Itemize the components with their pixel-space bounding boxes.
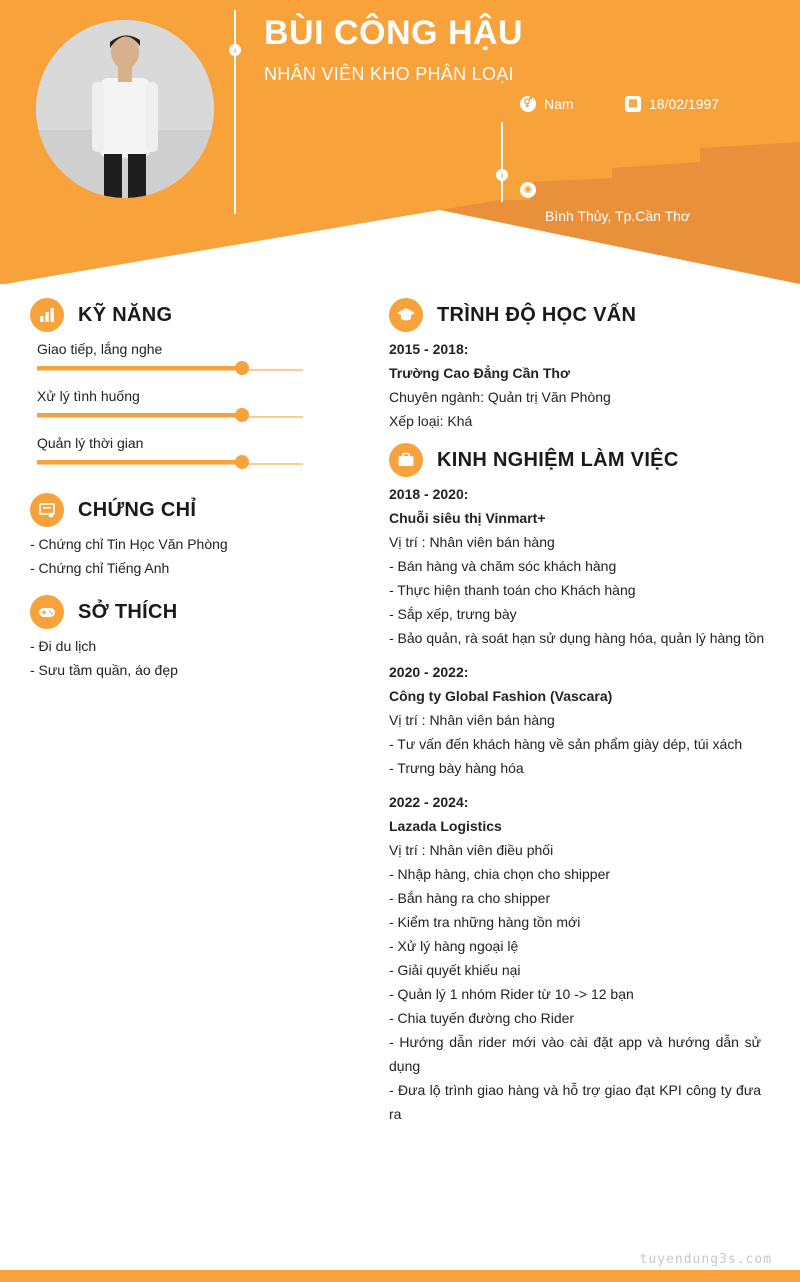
bar-chart-icon [30,298,64,332]
hobby-item: - Đi du lịch [30,638,97,654]
education-title: TRÌNH ĐỘ HỌC VẤN [437,303,637,326]
skills-heading [30,298,172,332]
birthdate-info [625,96,719,112]
skill-item [37,341,303,371]
job-line: - Hướng dẫn rider mới vào cài đặt app và hướng dẫn sử dụng [389,1034,761,1074]
address-info [545,208,690,224]
job-line: - Nhập hàng, chia chọn cho shipper [389,866,611,882]
job-period: 2020 - 2022: [389,664,469,680]
job-line: - Chia tuyến đường cho Rider [389,1010,575,1026]
job-line: - Sắp xếp, trưng bày [389,606,517,622]
footer-bar [0,1270,800,1282]
job-line: Vị trí : Nhân viên bán hàng [389,712,555,728]
profile-photo [36,20,214,198]
job-company: Chuỗi siêu thị Vinmart+ [389,510,546,526]
watermark: tuyendung3s.com [639,1252,772,1267]
gender-info [520,96,574,112]
job-company: Lazada Logistics [389,818,502,834]
education-heading [389,298,636,332]
education-grade: Xếp loại: Khá [389,413,473,429]
education-period: 2015 - 2018: [389,341,469,357]
job-line: - Kiểm tra những hàng tồn mới [389,914,581,930]
job-period: 2022 - 2024: [389,794,469,810]
skill-fill [37,413,242,417]
calendar-icon: ▦ [625,96,641,112]
experience-title: KINH NGHIỆM LÀM VIỆC [437,448,679,471]
hobbies-heading [30,595,177,629]
candidate-name: BÙI CÔNG HẬU [264,14,524,52]
skill-item [37,435,303,465]
job-period: 2018 - 2020: [389,486,469,502]
skill-label: Giao tiếp, lắng nghe [37,341,163,357]
skill-knob [235,361,249,375]
job-line: - Đưa lộ trình giao hàng và hỗ trợ giao đạt KPI công ty đưa ra [389,1082,761,1122]
experience-heading [389,443,679,477]
skills-title: KỸ NĂNG [78,303,173,326]
certificates-title: CHỨNG CHỈ [78,498,197,521]
hobbies-title: SỞ THÍCH [78,600,178,623]
job-line: Vị trí : Nhân viên điều phối [389,842,554,858]
certificate-item: - Chứng chỉ Tiếng Anh [30,560,170,576]
gender-value: Nam [544,96,574,112]
skill-label: Quản lý thời gian [37,435,144,451]
timeline-line-right [501,122,503,202]
skill-fill [37,460,242,464]
skill-item [37,388,303,418]
gender-icon: ⚥ [520,96,536,112]
timeline-dot-right: › [496,169,508,181]
certificate-icon [30,493,64,527]
candidate-job-title: NHÂN VIÊN KHO PHÂN LOẠI [264,64,514,84]
job-line: - Giải quyết khiếu nại [389,962,521,978]
job-line: - Tư vấn đến khách hàng về sản phẩm giày dép, túi xách [389,736,743,752]
timeline-dot-left: › [229,44,241,56]
certificates-heading [30,493,196,527]
job-line: - Xử lý hàng ngoại lệ [389,938,519,954]
certificate-item: - Chứng chỉ Tin Học Văn Phòng [30,536,228,552]
job-line: - Bảo quản, rà soát hạn sử dụng hàng hóa, quản lý hàng tồn [389,630,765,646]
job-line: - Trưng bày hàng hóa [389,760,524,776]
address-value: Bình Thủy, Tp.Cần Thơ [545,208,691,224]
hobby-item: - Sưu tầm quần, áo đẹp [30,662,178,678]
skill-label: Xử lý tình huống [37,388,140,404]
job-line: Vị trí : Nhân viên bán hàng [389,534,555,550]
job-line: - Bán hàng và chăm sóc khách hàng [389,558,617,574]
location-icon: ◉ [520,182,536,198]
education-major: Chuyên ngành: Quản trị Văn Phòng [389,389,611,405]
gamepad-icon [30,595,64,629]
skill-fill [37,366,242,370]
job-company: Công ty Global Fashion (Vascara) [389,688,613,704]
skill-knob [235,408,249,422]
job-line: - Quản lý 1 nhóm Rider từ 10 -> 12 bạn [389,986,634,1002]
briefcase-icon [389,443,423,477]
job-line: - Thực hiện thanh toán cho Khách hàng [389,582,636,598]
job-line: - Bắn hàng ra cho shipper [389,890,551,906]
birthdate-value: 18/02/1997 [649,96,720,112]
education-school: Trường Cao Đẳng Cần Thơ [389,365,570,381]
graduation-cap-icon [389,298,423,332]
skill-knob [235,455,249,469]
timeline-line-left [234,10,236,214]
